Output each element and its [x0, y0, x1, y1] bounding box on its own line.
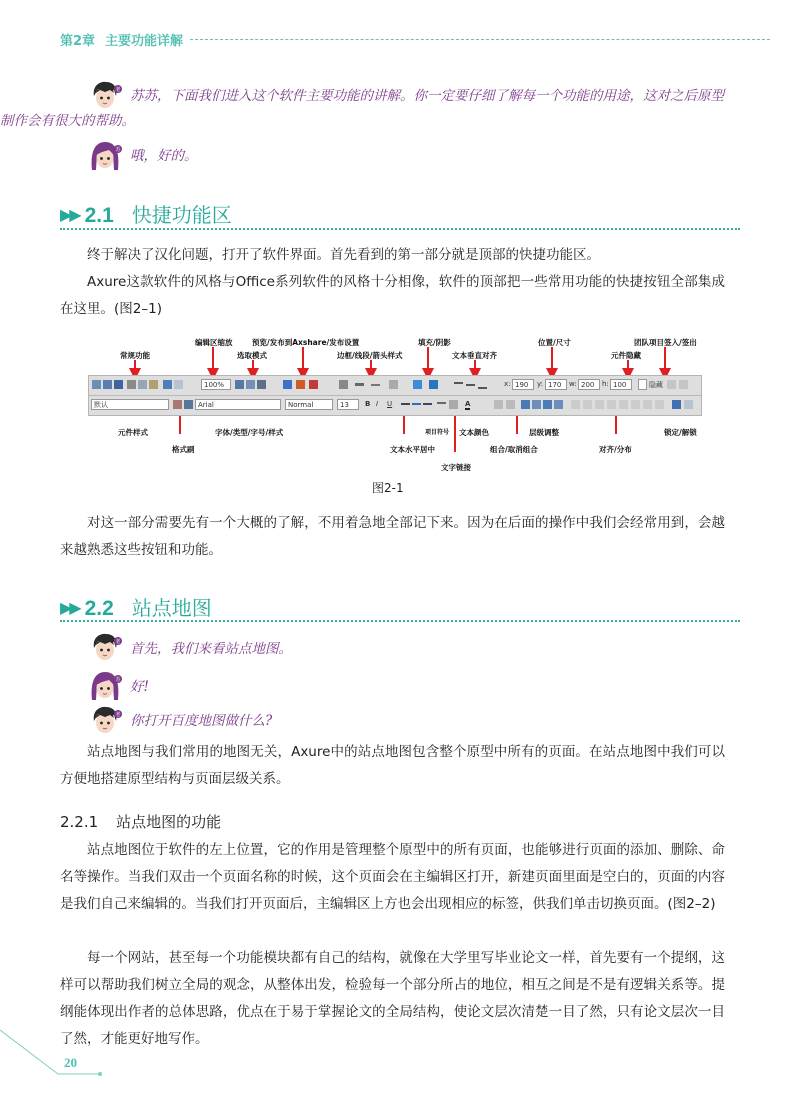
widget-style-select[interactable]: 默认 — [91, 399, 169, 410]
align-right-icon[interactable] — [423, 403, 432, 405]
align-bottom-icon[interactable] — [478, 387, 487, 389]
font-weight-select[interactable]: Normal — [285, 399, 333, 410]
chapter-number: 第2章 — [60, 34, 96, 49]
label-zoom: 编辑区缩放 — [195, 338, 233, 347]
svg-text:苏: 苏 — [115, 147, 121, 153]
undo-icon[interactable] — [163, 380, 172, 389]
checkout-icon[interactable] — [667, 380, 676, 389]
axure-toolbar — [88, 375, 702, 416]
line-width-icon[interactable] — [355, 383, 364, 386]
bullet-icon[interactable] — [437, 402, 446, 404]
save-icon[interactable] — [114, 380, 123, 389]
label-text-center: 文本水平居中 — [390, 445, 435, 454]
label-widget-hidden: 元件隐藏 — [611, 351, 641, 360]
align-objects-center-icon[interactable] — [583, 400, 592, 409]
y-label: y: — [537, 380, 543, 388]
y-input[interactable]: 170 — [545, 379, 567, 390]
publish-axshare-icon[interactable] — [296, 380, 305, 389]
paragraph: 每一个网站，甚至每一个功能模块都有自己的结构，就像在大学里写毕业论文一样，首先要有一个提纲，这样可以帮助我们树立全局的观念，从整体出发，检验每一个部分所占的地位，相互之间是不是有逻辑关系等。提纲能体现出作者的总体思路，优点在于易于掌握论文的全局结构，使论文层次清楚一目了然，只有论文层次一目了然，才能更好地写作。 — [60, 950, 725, 1047]
section-divider — [60, 620, 740, 622]
label-text-link: 文字链接 — [441, 463, 471, 472]
h-label: h: — [602, 380, 609, 388]
page-number: 20 — [64, 1055, 77, 1070]
bold-button[interactable]: B — [365, 400, 371, 408]
ungroup-icon[interactable] — [506, 400, 515, 409]
paragraph: 终于解决了汉化问题，打开了软件界面。首先看到的第一部分就是顶部的快捷功能区。 — [87, 247, 600, 263]
cut-icon[interactable] — [127, 380, 136, 389]
paragraph: Axure这款软件的风格与Office系列软件的风格十分相像，软件的顶部把一些常用功能的快捷按钮全部集成在这里。(图2–1) — [60, 274, 725, 317]
align-center-icon[interactable] — [412, 403, 421, 405]
new-file-icon[interactable] — [92, 380, 101, 389]
toolbar-row-top — [89, 376, 701, 396]
send-backward-icon[interactable] — [543, 400, 552, 409]
style-manager-icon[interactable] — [173, 400, 182, 409]
shadow-icon[interactable] — [429, 380, 438, 389]
redo-icon[interactable] — [174, 380, 183, 389]
publish-settings-icon[interactable] — [309, 380, 318, 389]
bring-forward-icon[interactable] — [532, 400, 541, 409]
svg-text:苏: 苏 — [115, 677, 121, 683]
copy-icon[interactable] — [138, 380, 147, 389]
subsection-heading-2-2-1: 2.2.1 站点地图的功能 — [60, 813, 222, 831]
svg-text:老: 老 — [115, 639, 121, 645]
teacher-avatar-icon — [88, 705, 122, 737]
unlock-icon[interactable] — [684, 400, 693, 409]
underline-button[interactable]: U — [387, 400, 393, 408]
dialogue-teacher-2: 首先，我们来看站点地图。 — [130, 641, 292, 657]
paragraph: 站点地图位于软件的左上位置，它的作用是管理整个原型中的所有页面，也能够进行页面的添加、删除、命名等操作。当我们双击一个页面名称的时候，这个页面会在主编辑区打开，新建页面里面是空白的，页面的内容是我们自己来编辑的。当我们打开页面后，主编辑区上方也会出现相应的标签，供我们单击切换页面。(图2–2) — [60, 842, 725, 912]
font-select[interactable]: Arial — [195, 399, 281, 410]
align-objects-top-icon[interactable] — [607, 400, 616, 409]
label-format-painter: 格式刷 — [172, 445, 195, 454]
bring-front-icon[interactable] — [521, 400, 530, 409]
section-divider — [60, 228, 740, 230]
paragraph: 站点地图与我们常用的地图无关，Axure中的站点地图包含整个原型中所有的页面。在站点地图中我们可以方便地搭建原型结构与页面层级关系。 — [60, 744, 725, 787]
zoom-select[interactable]: 100% — [201, 379, 231, 390]
dialogue-teacher-3: 你打开百度地图做什么? — [130, 713, 273, 729]
line-style-icon[interactable] — [371, 384, 380, 386]
section-heading-2-2: ▶▶ 2.2 站点地图 — [60, 596, 212, 620]
align-objects-left-icon[interactable] — [571, 400, 580, 409]
label-select-mode: 选取模式 — [237, 351, 267, 360]
label-text-vertical-align: 文本垂直对齐 — [452, 351, 497, 360]
align-middle-icon[interactable] — [466, 384, 475, 386]
dialogue-teacher-1: 苏苏，下面我们进入这个软件主要功能的讲解。你一定要仔细了解每一个功能的用途，这对之后原型制作会有很大的帮助。 — [0, 88, 724, 129]
dialogue-student-1: 哦，好的。 — [130, 148, 198, 164]
label-layer-order: 层级调整 — [529, 428, 559, 437]
italic-button[interactable]: I — [376, 400, 379, 408]
label-bullets: 项目符号 — [425, 429, 450, 436]
hidden-label: 隐藏 — [649, 381, 663, 389]
label-text-color: 文本颜色 — [459, 428, 489, 437]
section-heading-2-1: ▶▶ 2.1 快捷功能区 — [60, 203, 232, 227]
label-fill-shadow: 填充/阴影 — [418, 338, 451, 347]
align-objects-middle-icon[interactable] — [619, 400, 628, 409]
label-position-size: 位置/尺寸 — [538, 338, 571, 347]
svg-text:老: 老 — [115, 712, 121, 718]
label-align-distribute: 对齐/分布 — [599, 445, 632, 454]
x-input[interactable]: 190 — [512, 379, 534, 390]
label-lock-unlock: 锁定/解锁 — [664, 428, 697, 437]
align-left-icon[interactable] — [401, 403, 410, 405]
lock-icon[interactable] — [672, 400, 681, 409]
connector-icon[interactable] — [257, 380, 266, 389]
running-header — [60, 30, 183, 49]
open-file-icon[interactable] — [103, 380, 112, 389]
format-painter-icon[interactable] — [184, 400, 193, 409]
align-top-icon[interactable] — [454, 382, 463, 384]
page-corner-decoration — [0, 1030, 120, 1095]
w-label: w: — [569, 380, 577, 388]
label-widget-style: 元件样式 — [118, 428, 148, 437]
teacher-avatar-icon — [88, 632, 122, 664]
hyperlink-icon[interactable] — [449, 400, 458, 409]
chapter-title: 主要功能详解 — [105, 34, 184, 49]
label-group-ungroup: 组合/取消组合 — [490, 445, 538, 454]
toolbar-row-bottom — [89, 396, 701, 415]
align-objects-bottom-icon[interactable] — [631, 400, 640, 409]
label-preview-publish: 预览/发布到Axshare/发布设置 — [252, 338, 360, 347]
student-avatar-icon — [88, 140, 122, 172]
double-arrow-icon: ▶▶ — [60, 205, 79, 224]
paste-icon[interactable] — [149, 380, 158, 389]
select-intersect-icon[interactable] — [235, 380, 244, 389]
fill-color-icon[interactable] — [413, 380, 422, 389]
hidden-checkbox[interactable] — [638, 379, 647, 390]
group-icon[interactable] — [494, 400, 503, 409]
select-contain-icon[interactable] — [246, 380, 255, 389]
distribute-h-icon[interactable] — [643, 400, 652, 409]
header-divider — [190, 39, 770, 40]
figure-2-1 — [0, 330, 800, 470]
checkin-icon[interactable] — [679, 380, 688, 389]
svg-text:老: 老 — [115, 87, 121, 93]
h-input[interactable]: 100 — [610, 379, 632, 390]
label-common-functions: 常规功能 — [120, 351, 150, 360]
send-back-icon[interactable] — [554, 400, 563, 409]
font-size-select[interactable]: 13 — [337, 399, 359, 410]
dialogue-student-2: 好! — [130, 679, 149, 695]
text-color-button[interactable]: A — [465, 400, 471, 408]
distribute-v-icon[interactable] — [655, 400, 664, 409]
figure-caption: 图2-1 — [372, 481, 404, 495]
border-color-icon[interactable] — [339, 380, 348, 389]
double-arrow-icon: ▶▶ — [60, 598, 79, 617]
label-border-line-arrow: 边框/线段/箭头样式 — [337, 351, 403, 360]
align-objects-right-icon[interactable] — [595, 400, 604, 409]
label-team-checkin: 团队项目签入/签出 — [634, 338, 697, 347]
label-font-style: 字体/类型/字号/样式 — [215, 428, 284, 437]
student-avatar-icon — [88, 670, 122, 702]
w-input[interactable]: 200 — [578, 379, 600, 390]
paragraph: 对这一部分需要先有一个大概的了解，不用着急地全部记下来。因为在后面的操作中我们会经常用到，会越来越熟悉这些按钮和功能。 — [60, 515, 725, 558]
preview-icon[interactable] — [283, 380, 292, 389]
x-label: x: — [504, 380, 511, 388]
arrow-style-icon[interactable] — [389, 380, 398, 389]
